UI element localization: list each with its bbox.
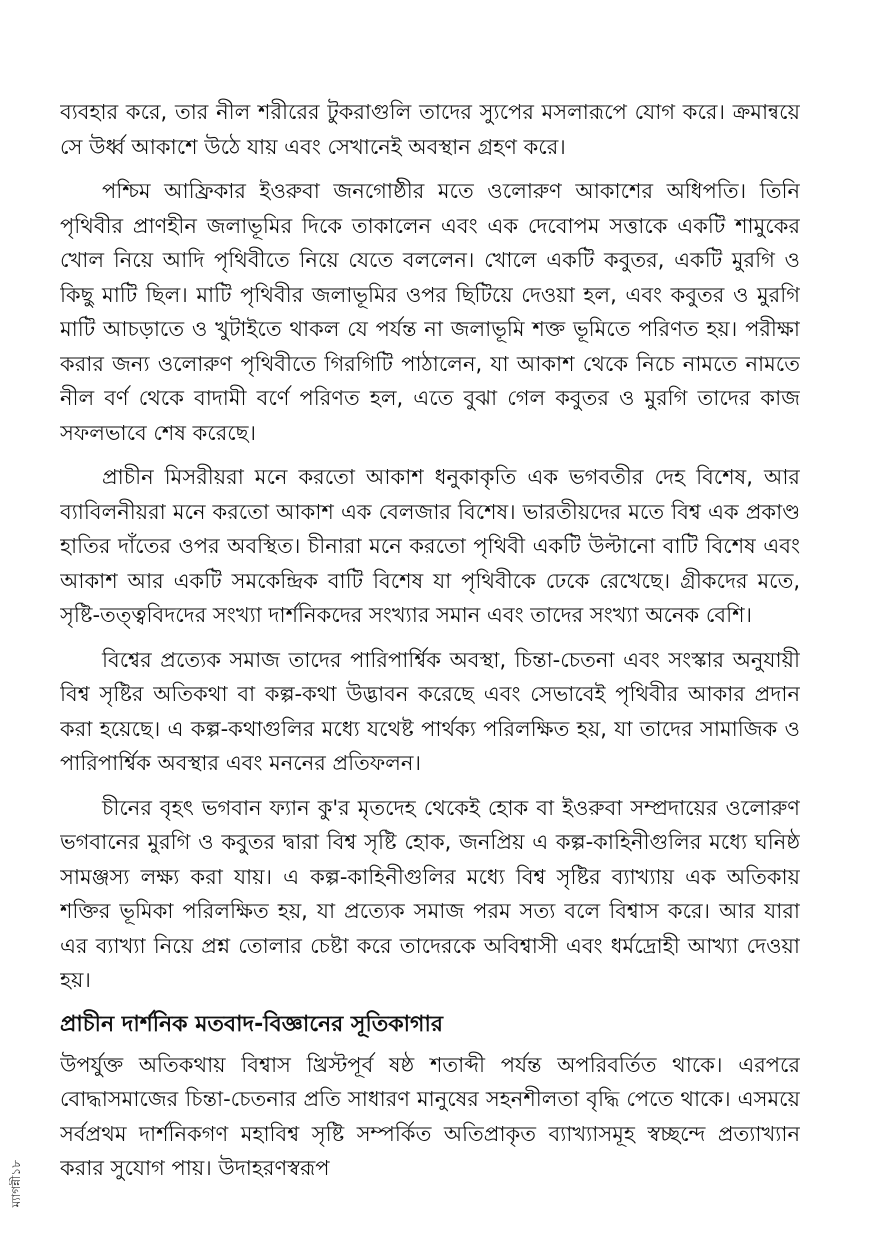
paragraph-6: উপর্যুক্ত অতিকথায় বিশ্বাস খ্রিস্টপূর্ব ষষ্ঠ শতাব্দী পর্যন্ত অপরিবর্তিত থাকে। এরপরে বোদ্ধাসমাজের চিন্তা-চেতনার প্রতি সাধারণ মানুষের সহনশীলতা বৃদ্ধি পেতে থাকে। এসময়ে সর্বপ্রথম দার্শনিকগণ মহাবিশ্ব সৃষ্টি সম্পর্কিত অতিপ্রাকৃত ব্যাখ্যাসমূহ স্বচ্ছন্দে প্রত্যাখ্যান করার সুযোগ পায়। উদাহরণস্বরূপ	[60, 1052, 800, 1180]
margin-note: ম্যাগন্নী১৮	[9, 1160, 23, 1208]
section-heading: প্রাচীন দার্শনিক মতবাদ-বিজ্ঞানের সূতিকাগার	[60, 1011, 443, 1037]
document-page	[60, 95, 800, 1235]
paragraph-3: প্রাচীন মিসরীয়রা মনে করতো আকাশ ধনুকাকৃতি এক ভগবতীর দেহ বিশেষ, আর ব্যাবিলনীয়রা মনে করতো আকাশ এক বেলজার বিশেষ। ভারতীয়দের মতে বিশ্ব এক প্রকাণ্ড হাতির দাঁতের ওপর অবস্থিত। চীনারা মনে করতো পৃথিবী একটি উল্টানো বাটি বিশেষ এবং আকাশ আর একটি সমকেন্দ্রিক বাটি বিশেষ যা পৃথিবীকে ঢেকে রেখেছে। গ্রীকদের মতে, সৃষ্টি-তত্ত্ববিদদের সংখ্যা দার্শনিকদের সংখ্যার সমান এবং তাদের সংখ্যা অনেক বেশি।	[60, 465, 800, 627]
paragraph-4: বিশ্বের প্রত্যেক সমাজ তাদের পারিপার্শ্বিক অবস্থা, চিন্তা-চেতনা এবং সংস্কার অনুযায়ী বিশ্ব সৃষ্টির অতিকথা বা কল্প-কথা উদ্ভাবন করেছে এবং সেভাবেই পৃথিবীর আকার প্রদান করা হয়েছে। এ কল্প-কথাগুলির মধ্যে যথেষ্ট পার্থক্য পরিলক্ষিত হয়, যা তাদের সামাজিক ও পারিপার্শ্বিক অবস্থার এবং মননের প্রতিফলন।	[60, 647, 800, 775]
paragraph-1: ব্যবহার করে, তার নীল শরীরের টুকরাগুলি তাদের স্যুপের মসলারূপে যোগ করে। ক্রমান্বয়ে সে উর্ধ্ব আকাশে উঠে যায় এবং সেখানেই অবস্থান গ্রহণ করে।	[60, 100, 800, 159]
paragraph-5: চীনের বৃহৎ ভগবান ফ্যান কু'র মৃতদেহ থেকেই হোক বা ইওরুবা সম্প্রদায়ের ওলোরুণ ভগবানের মুরগি ও কবুতর দ্বারা বিশ্ব সৃষ্টি হোক, জনপ্রিয় এ কল্প-কাহিনীগুলির মধ্যে ঘনিষ্ঠ সামঞ্জস্য লক্ষ্য করা যায়। এ কল্প-কাহিনীগুলির মধ্যে বিশ্ব সৃষ্টির ব্যাখ্যায় এক অতিকায় শক্তির ভূমিকা পরিলক্ষিত হয়, যা প্রত্যেক সমাজ পরম সত্য বলে বিশ্বাস করে। আর যারা এর ব্যাখ্যা নিয়ে প্রশ্ন তোলার চেষ্টা করে তাদেরকে অবিশ্বাসী এবং ধর্মদ্রোহী আখ্যা দেওয়া হয়।	[60, 795, 800, 992]
paragraph-2: পশ্চিম আফ্রিকার ইওরুবা জনগোষ্ঠীর মতে ওলোরুণ আকাশের অধিপতি। তিনি পৃথিবীর প্রাণহীন জলাভূমির দিকে তাকালেন এবং এক দেবোপম সত্তাকে একটি শামুকের খোল নিয়ে আদি পৃথিবীতে নিয়ে যেতে বললেন। খোলে একটি কবুতর, একটি মুরগি ও কিছু মাটি ছিল। মাটি পৃথিবীর জলাভূমির ওপর ছিটিয়ে দেওয়া হল, এবং কবুতর ও মুরগি মাটি আচড়াতে ও খুটাইতে থাকল যে পর্যন্ত না জলাভূমি শক্ত ভূমিতে পরিণত হয়। পরীক্ষা করার জন্য ওলোরুণ পৃথিবীতে গিরগিটি পাঠালেন, যা আকাশ থেকে নিচে নামতে নামতে নীল বর্ণ থেকে বাদামী বর্ণে পরিণত হল, এতে বুঝা গেল কবুতর ও মুরগি তাদের কাজ সফলভাবে শেষ করেছে।	[60, 179, 800, 445]
